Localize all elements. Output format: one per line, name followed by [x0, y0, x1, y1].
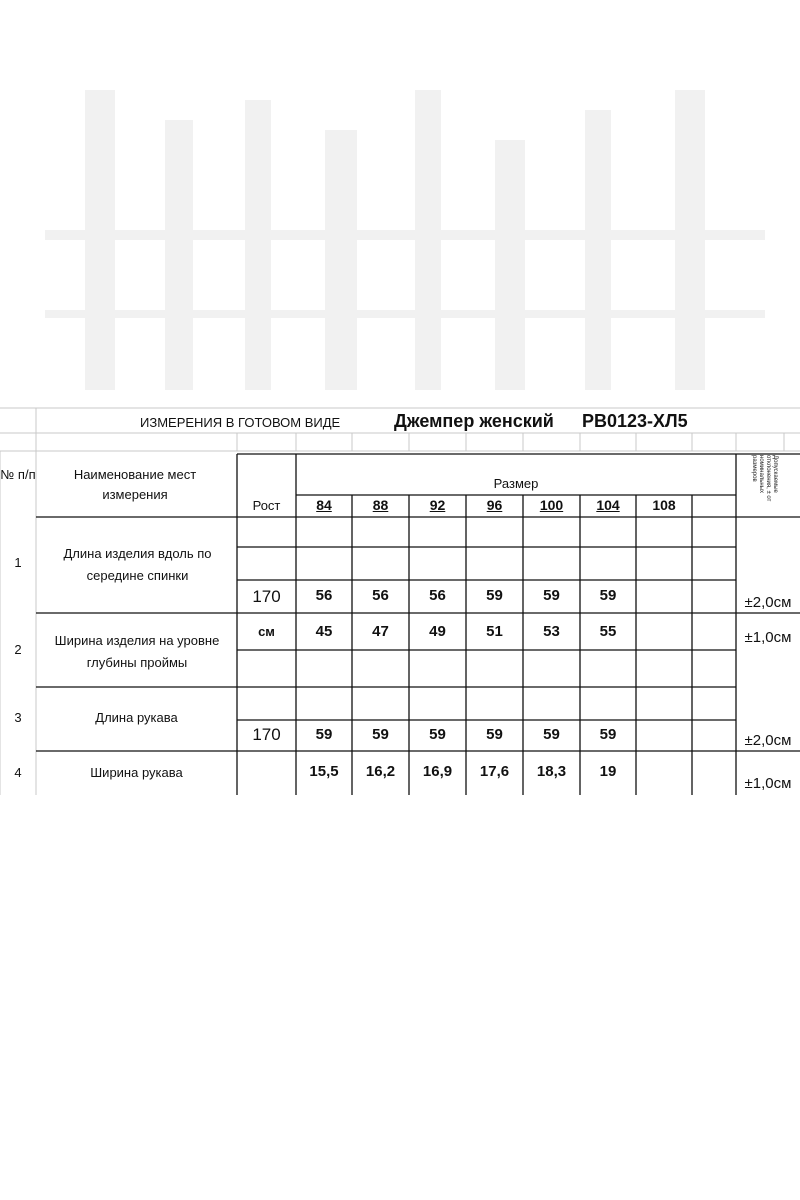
row-value: 59 — [486, 726, 503, 743]
row-name: Длина изделия вдоль по середине спинки — [63, 546, 212, 583]
row-value: 59 — [429, 726, 446, 743]
row-value: 53 — [543, 623, 560, 640]
row-num: 3 — [14, 710, 22, 725]
row-value: 59 — [372, 726, 389, 743]
size-header: 84 — [316, 497, 332, 513]
measurement-sheet — [0, 405, 800, 795]
row-value: 51 — [486, 623, 503, 640]
row-name: Длина рукава — [95, 710, 178, 725]
row-value: 45 — [315, 623, 333, 640]
sheet-title: ИЗМЕРЕНИЯ В ГОТОВОМ ВИДЕ — [140, 415, 341, 430]
row-num: 2 — [14, 642, 22, 657]
header-size-group: Размер — [493, 476, 539, 491]
row-value: 56 — [315, 587, 333, 604]
row-tolerance: ±2,0см — [744, 732, 792, 749]
row-value: 16,2 — [365, 763, 396, 780]
size-header: 96 — [486, 497, 503, 513]
row-value: 59 — [543, 587, 560, 604]
product-code: PB0123-ХЛ5 — [582, 411, 688, 431]
size-header: 108 — [652, 497, 676, 513]
size-header: 104 — [596, 497, 620, 513]
row-value: 59 — [486, 587, 503, 604]
size-header: 100 — [539, 497, 564, 513]
row-rost: см — [258, 624, 275, 639]
row-value: 16,9 — [422, 763, 453, 780]
watermark — [25, 80, 785, 410]
row-num: 4 — [14, 765, 22, 780]
header-tolerance — [750, 455, 778, 513]
product-name: Джемпер женский — [394, 411, 554, 431]
row-value: 59 — [599, 726, 617, 743]
row-value: 59 — [543, 726, 560, 743]
row-value: 19 — [599, 763, 617, 780]
row-num: 1 — [14, 555, 22, 570]
row-value: 59 — [315, 726, 333, 743]
row-value: 18,3 — [536, 763, 567, 780]
row-value: 17,6 — [479, 763, 510, 780]
row-value: 15,5 — [309, 763, 339, 780]
row-tolerance: ±1,0см — [744, 629, 792, 646]
row-rost: 170 — [252, 725, 281, 744]
header-rost: Рост — [252, 498, 281, 513]
row-value: 59 — [599, 587, 617, 604]
size-header: 88 — [372, 497, 389, 513]
row-rost: 170 — [252, 587, 281, 606]
row-name: Ширина изделия на уровне глубины проймы — [54, 633, 220, 670]
row-value: 56 — [372, 587, 389, 604]
row-value: 56 — [429, 587, 446, 604]
header-name: Наименование мест измерения — [73, 467, 197, 502]
row-value: 49 — [429, 623, 446, 640]
size-header: 92 — [429, 497, 446, 513]
row-tolerance: ±1,0см — [744, 775, 792, 792]
row-value: 55 — [599, 623, 617, 640]
row-value: 47 — [372, 623, 389, 640]
header-tolerance-text: Допускаемые отклонения, ± от номинальных размеров — [751, 455, 778, 502]
header-num: № п/п — [0, 467, 36, 482]
row-tolerance: ±2,0см — [744, 594, 792, 611]
row-name: Ширина рукава — [90, 765, 183, 780]
